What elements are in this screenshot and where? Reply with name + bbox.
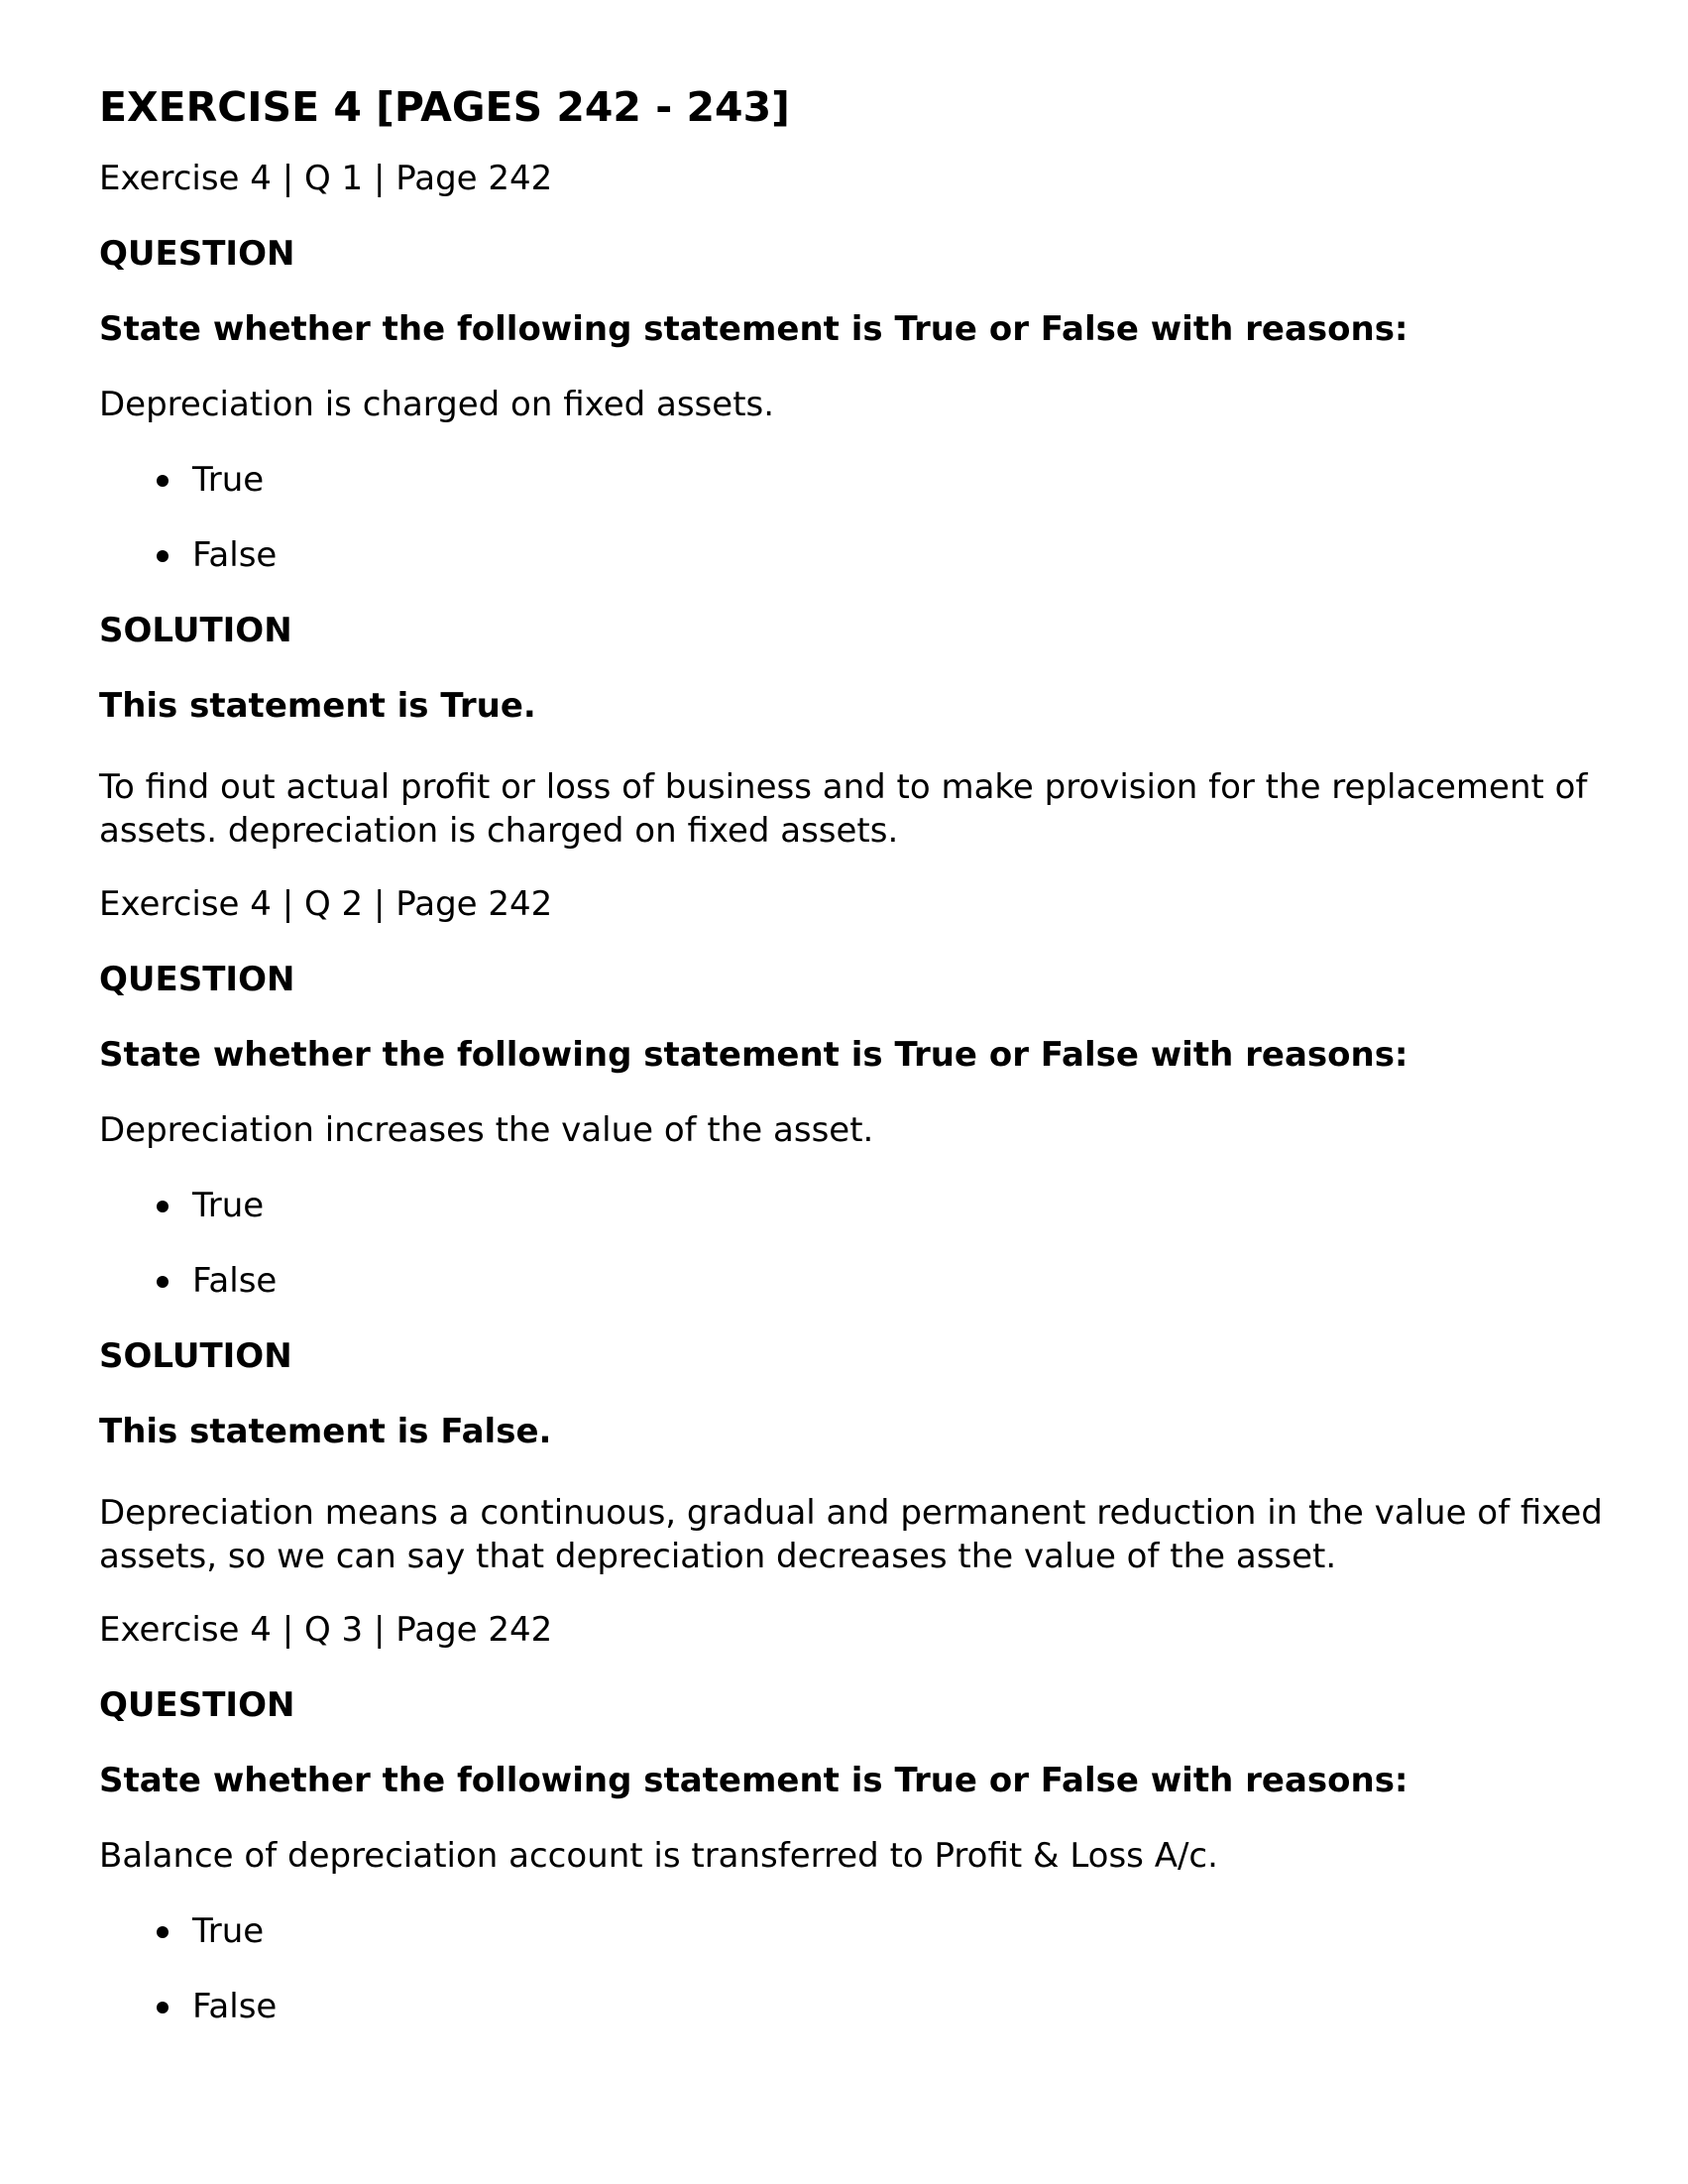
option-item: [99, 1907, 1606, 1955]
solution-label: SOLUTION: [99, 611, 292, 650]
solution-label: SOLUTION: [99, 1336, 292, 1376]
option-label: False: [192, 1987, 278, 2026]
bullet-icon: [157, 1276, 169, 1288]
bullet-icon: [157, 550, 169, 562]
question-block-2: [99, 880, 1606, 1578]
question-label: QUESTION: [99, 960, 295, 999]
solution-verdict: This statement is True.: [99, 686, 536, 726]
solution-explanation: Depreciation means a continuous, gradual and permanent reduction in the value of fixed assets, so we can say that depreciation decreases the value of the asset.: [99, 1493, 1603, 1576]
bullet-icon: [157, 1926, 169, 1938]
page-title: EXERCISE 4 [PAGES 242 - 243]: [99, 83, 790, 131]
question-block-3: [99, 1606, 1606, 2030]
question-statement: Depreciation is charged on fixed assets.: [99, 385, 775, 424]
question-meta: Exercise 4 | Q 2 | Page 242: [99, 884, 553, 924]
option-item: [99, 1983, 1606, 2030]
question-prompt: State whether the following statement is True or False with reasons:: [99, 309, 1408, 349]
question-statement: Balance of depreciation account is transferred to Profit & Loss A/c.: [99, 1836, 1218, 1876]
question-label: QUESTION: [99, 1685, 295, 1725]
solution-verdict: This statement is False.: [99, 1412, 552, 1451]
option-label: True: [192, 1186, 265, 1225]
option-list: [99, 1907, 1606, 2030]
question-block-1: [99, 155, 1606, 853]
option-label: True: [192, 460, 265, 500]
question-prompt: State whether the following statement is True or False with reasons:: [99, 1035, 1408, 1075]
option-item: [99, 456, 1606, 504]
option-label: False: [192, 535, 278, 575]
option-label: False: [192, 1261, 278, 1301]
option-list: [99, 456, 1606, 579]
document-page: [99, 79, 1606, 2058]
bullet-icon: [157, 2002, 169, 2013]
option-list: [99, 1182, 1606, 1305]
option-item: [99, 531, 1606, 579]
option-label: True: [192, 1911, 265, 1951]
question-prompt: State whether the following statement is True or False with reasons:: [99, 1761, 1408, 1800]
option-item: [99, 1257, 1606, 1305]
question-label: QUESTION: [99, 234, 295, 274]
question-statement: Depreciation increases the value of the asset.: [99, 1110, 874, 1150]
bullet-icon: [157, 1201, 169, 1212]
question-meta: Exercise 4 | Q 3 | Page 242: [99, 1610, 553, 1650]
option-item: [99, 1182, 1606, 1229]
question-meta: Exercise 4 | Q 1 | Page 242: [99, 159, 553, 198]
solution-explanation: To find out actual profit or loss of business and to make provision for the replacement of assets. depreciation is charged on fixed assets.: [99, 767, 1588, 851]
bullet-icon: [157, 475, 169, 487]
